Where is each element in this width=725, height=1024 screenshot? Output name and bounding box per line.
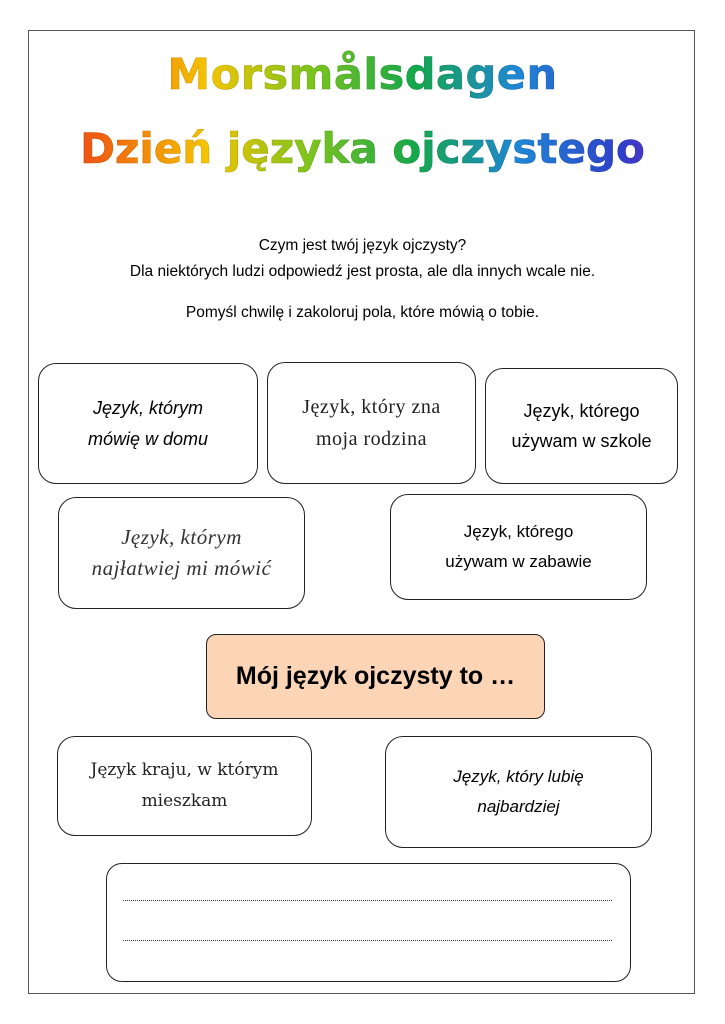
option-box-text: najbardziej [477,797,560,816]
option-box-easiest-language[interactable] [58,497,305,609]
answer-dotted-line[interactable] [123,900,612,901]
option-box-country-language[interactable] [57,736,312,836]
option-box-text: używam w zabawie [445,552,592,571]
option-box-text: Język, którym [121,525,242,549]
option-box-text: mieszkam [141,791,228,811]
option-box-text: moja rodzina [316,428,427,450]
title-dzien-jezyka-ojczystego: Dzień języka ojczystego [0,124,725,173]
main-box-mother-tongue [206,634,545,719]
title-morsmalsdagen: Morsmålsdagen [0,50,725,100]
option-box-text: Język, którego [523,401,640,421]
intro-question: Czym jest twój język ojczysty? [258,237,467,254]
option-box-family-language[interactable] [267,362,476,484]
option-box-school-language[interactable] [485,368,678,484]
option-box-text: Język, który zna [302,396,441,418]
option-box-text: mówię w domu [87,428,209,449]
option-box-text: Język, który lubię [453,767,584,786]
main-box-label: Mój język ojczysty to … [235,662,516,690]
option-box-text: najłatwiej mi mówić [91,556,272,580]
intro-instruction: Pomyśl chwilę i zakoloruj pola, które mówią o tobie. [185,304,540,321]
answer-writing-box[interactable] [106,863,631,982]
option-box-text: Język, którym [92,397,203,418]
option-box-text: Język, którego [463,522,574,541]
option-box-play-language[interactable] [390,494,647,600]
intro-explanation: Dla niektórych ludzi odpowiedź jest prosta, ale dla innych wcale nie. [129,263,596,280]
option-box-home-language[interactable] [38,363,258,484]
option-box-favourite-language[interactable] [385,736,652,848]
option-box-text: używam w szkole [511,431,652,451]
option-box-text: Język kraju, w którym [90,760,279,780]
answer-dotted-line[interactable] [123,940,612,941]
